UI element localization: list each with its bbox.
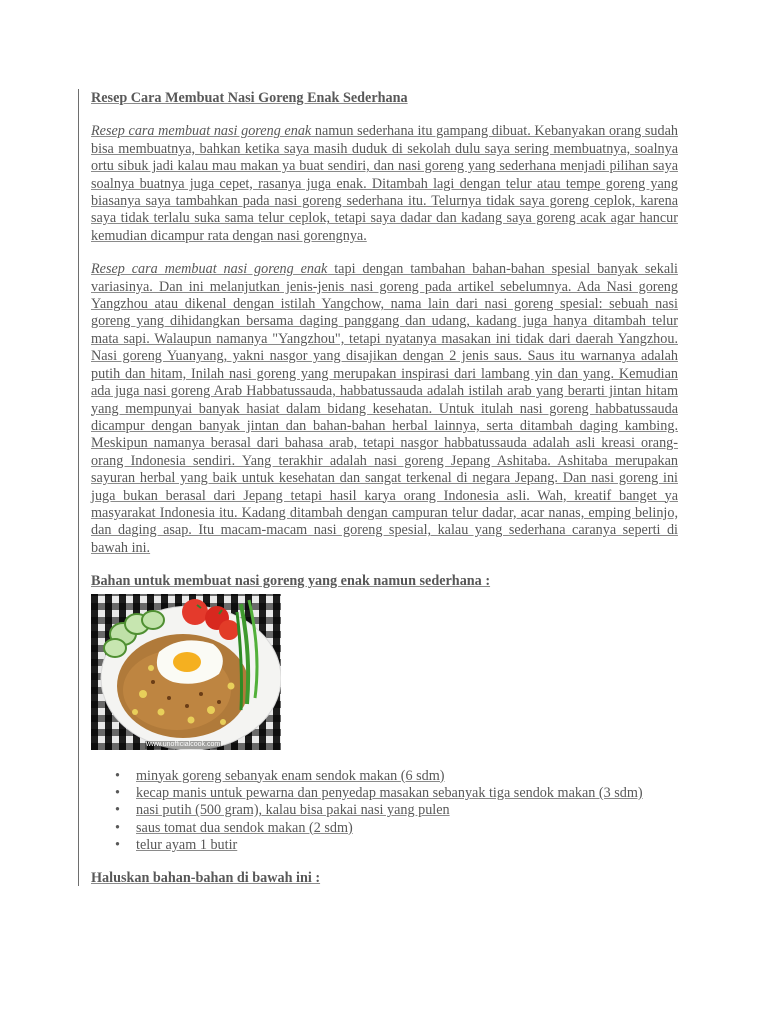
paragraph-intro xyxy=(91,123,678,245)
ingredient-text: kecap manis untuk pewarna dan penyedap masakan sebanyak tiga sendok makan (3 sdm) xyxy=(136,784,643,801)
photo-watermark: www.unofficialcook.com xyxy=(146,740,221,748)
list-item xyxy=(115,802,678,819)
article-title: Resep Cara Membuat Nasi Goreng Enak Sederhana xyxy=(91,90,408,106)
bullet-icon: • xyxy=(115,802,120,819)
fried-rice-illustration xyxy=(91,594,281,750)
list-item xyxy=(115,768,678,785)
bullet-icon: • xyxy=(115,784,120,801)
ingredient-text: nasi putih (500 gram), kalau bisa pakai nasi yang pulen xyxy=(136,802,450,819)
bullet-icon: • xyxy=(115,837,120,854)
list-item xyxy=(115,837,678,854)
paragraph-lead-italic: Resep cara membuat nasi goreng enak xyxy=(91,261,328,278)
grind-heading: Haluskan bahan-bahan di bawah ini : xyxy=(91,869,321,886)
paragraph-text: tapi dengan tambahan bahan-bahan spesial banyak sekali variasinya. Dan ini melanjutkan jenis-jenis nasi goreng pada artikel sebelumnya. Ada Nasi goreng Yangzhou atau dikenal dengan istilah Yangchow, nama lain dari nasi goreng spesial: sebuah nasi goreng yang dihidangkan bersama daging panggang dan udang, kadang juga hanya ditambah telur mata sapi. Walaupun namanya "Yangzhou", tetapi nyatanya masakan ini tidak dari daerah Yangzhou. Nasi goreng Yuanyang, yakni nasgor yang disajikan dengan 2 jenis saus. Saus itu warnanya adalah putih dan hitam, Inilah nasi goreng yang merupakan inspirasi dari lambang yin dan yang. Kemudian ada juga nasi goreng Arab Habbatussauda, habbatussauda adalah istilah arab yang berarti jintan hitam yang mempunyai banyak hasiat dalam bidang kesehatan. Untuk itulah nasi goreng habbatussauda dicampur dengan banyak jintan dan bahan-bahan herbal lainnya, serta ditambah daging kambing. Meskipun namanya berasal dari bahasa arab, tetapi nasgor habbatussauda adalah asli kreasi orang-orang Indonesia sendiri. Yang terakhir adalah nasi goreng Jepang Ashitaba. Ashitaba merupakan sayuran herbal yang baik untuk kesehatan dan sangat terkenal di negara Jepang. Dan nasi goreng ini juga bukan berasal dari Jepang tetapi hasil karya orang Indonesia asli. Wah, kreatif banget ya masyarakat Indonesia itu. Kadang ditambah dengan campuran telur dadar, acar nanas, emping belinjo, dan daging asap. Itu macam-macam nasi goreng spesial, kalau yang sederhana caranya seperti di bawah ini. xyxy=(91,261,679,556)
ingredients-list xyxy=(91,768,678,855)
fried-rice-photo xyxy=(91,594,281,750)
paragraph-lead-italic: Resep cara membuat nasi goreng enak xyxy=(91,123,312,140)
ingredient-text: minyak goreng sebanyak enam sendok makan (6 sdm) xyxy=(136,767,445,784)
document-body xyxy=(91,90,678,890)
ingredient-text: saus tomat dua sendok makan (2 sdm) xyxy=(136,819,353,836)
ingredient-text: telur ayam 1 butir xyxy=(136,837,238,854)
list-item xyxy=(115,820,678,837)
bullet-icon: • xyxy=(115,819,120,836)
ingredients-heading: Bahan untuk membuat nasi goreng yang enak namun sederhana : xyxy=(91,573,491,590)
list-item xyxy=(115,785,678,802)
paragraph-text: namun sederhana itu gampang dibuat. Kebanyakan orang sudah bisa membuatnya, bahkan ketika saya masih duduk di sekolah dulu saya sering membuatnya, soalnya ortu sibuk jadi kalau mau makan ya buat sendiri, dan nasi goreng yang sederhana menjadi pilihan saya soalnya buatnya juga cepet, rasanya juga enak. Ditambah lagi dengan telur atau tempe goreng yang biasanya saya tambahkan pada nasi goreng sederhana itu. Telurnya tidak saya goreng ceplok, karena saya tidak terlalu suka sama telur ceplok, tetapi saya dadar dan kadang saya goreng acak agar hancur kemudian dicampur rata dengan nasi gorengnya. xyxy=(91,123,678,244)
bullet-icon: • xyxy=(115,767,120,784)
page-margin-line xyxy=(78,89,79,886)
paragraph-variations xyxy=(91,261,678,557)
